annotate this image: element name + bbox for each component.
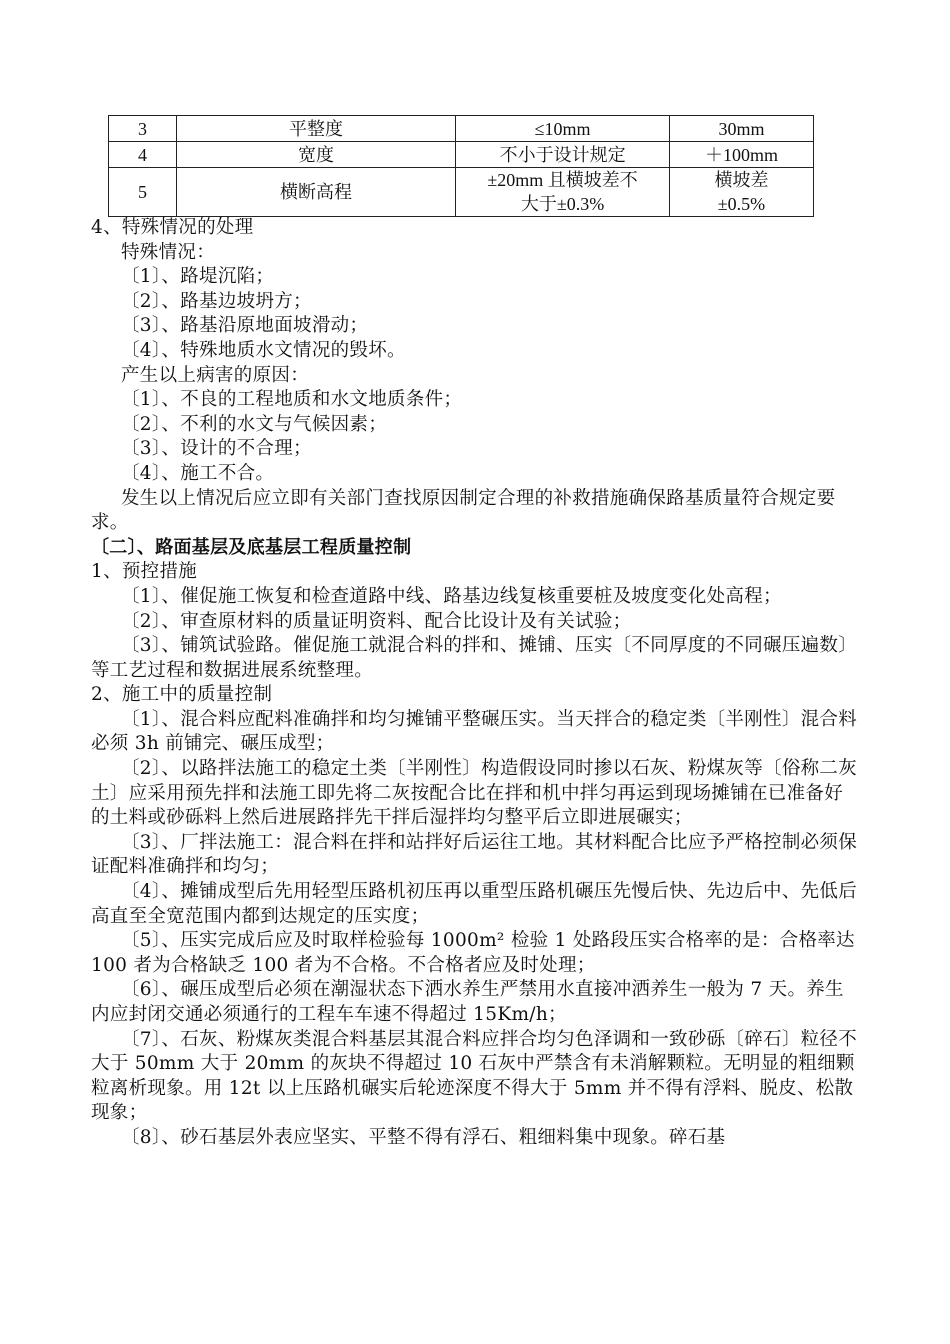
table-cell-tolerance xyxy=(669,168,813,217)
paragraph: 〔6〕、碾压成型后必须在潮湿状态下洒水养生严禁用水直接冲洒养生一般为 7 天。养生内应封闭交通必须通行的工程车车速不得超过 15Km/h； xyxy=(91,979,844,1025)
list-item: 〔4〕、施工不合。 xyxy=(121,462,275,484)
table-cell-tolerance: 30mm xyxy=(669,116,813,142)
paragraph: 〔1〕、混合料应配料准确拌和均匀摊铺平整碾压实。当天拌合的稳定类〔半刚性〕混合料必须 3h 前铺完、碾压成型； xyxy=(91,708,858,755)
table-cell-item: 宽度 xyxy=(176,142,455,168)
cause-label: 产生以上病害的原因： xyxy=(121,364,310,386)
list-item: 〔4〕、特殊地质水文情况的毁坏。 xyxy=(121,339,406,361)
table-cell-item: 平整度 xyxy=(176,116,455,142)
paragraph: 〔2〕、以路拌法施工的稳定土类〔半刚性〕构造假设同时掺以石灰、粉煤灰等〔俗称二灰土〕应采用预先拌和法施工即先将二灰按配合比在拌和机中拌匀再运到现场摊铺在已准备好的土料或砂砾料上然后进展路拌先干拌后湿拌均匀整平后立即进展碾实； xyxy=(91,758,858,829)
table-cell-requirement: ≤10mm xyxy=(456,116,670,142)
paragraph: 〔1〕、催促施工恢复和检查道路中线、路基边线复核重要桩及坡度变化处高程； xyxy=(121,585,782,607)
part-heading: 〔二〕、路面基层及底基层工程质量控制 xyxy=(91,536,412,558)
table-cell-no: 5 xyxy=(109,168,177,217)
paragraph: 〔8〕、砂石基层外表应坚实、平整不得有浮石、粗细料集中现象。碎石基 xyxy=(121,1126,726,1148)
spec-table xyxy=(108,115,814,217)
list-item: 〔3〕、路基沿原地面坡滑动； xyxy=(121,315,369,337)
list-item: 〔1〕、路堤沉陷； xyxy=(121,266,275,288)
paragraph: 〔4〕、摊铺成型后先用轻型压路机初压再以重型压路机碾压先慢后快、先边后中、先低后高直至全宽范围内都到达规定的压实度； xyxy=(91,881,858,927)
table-row xyxy=(109,168,814,217)
list-item: 〔2〕、不利的水文与气候因素； xyxy=(121,413,388,435)
tolerance-line-2: ±0.5% xyxy=(717,194,766,214)
paragraph: 〔2〕、审查原材料的质量证明资料、配合比设计及有关试验； xyxy=(121,610,632,632)
section-heading: 1、预控措施 xyxy=(91,561,198,583)
paragraph: 〔3〕、铺筑试验路。催促施工就混合料的拌和、摊铺、压实〔不同厚度的不同碾压遍数〕等工艺过程和数据进展系统整理。 xyxy=(91,635,858,681)
special-label: 特殊情况： xyxy=(121,241,216,263)
table-cell-item: 横断高程 xyxy=(176,168,455,217)
table-cell-no: 4 xyxy=(109,142,177,168)
list-item: 〔1〕、不良的工程地质和水文地质条件； xyxy=(121,389,463,411)
table-cell-tolerance: ＋100mm xyxy=(669,142,813,168)
table-cell-requirement xyxy=(456,168,670,217)
list-item: 〔3〕、设计的不合理； xyxy=(121,438,312,460)
document-body xyxy=(91,216,861,1151)
section-heading: 2、施工中的质量控制 xyxy=(91,684,273,706)
table-cell-no: 3 xyxy=(109,116,177,142)
paragraph: 发生以上情况后应立即有关部门查找原因制定合理的补救措施确保路基质量符合规定要求。 xyxy=(91,487,836,534)
table-row xyxy=(109,116,814,142)
requirement-line-1: ±20mm 且横坡差不 xyxy=(487,170,638,190)
requirement-line-2: 大于±0.3% xyxy=(520,194,605,214)
paragraph: 〔3〕、厂拌法施工：混合料在拌和站拌好后运往工地。其材料配合比应予严格控制必须保证配料准确拌和均匀； xyxy=(91,831,858,878)
list-item: 〔2〕、路基边坡坍方； xyxy=(121,290,312,312)
tolerance-line-1: 横坡差 xyxy=(714,170,769,190)
paragraph: 〔5〕、压实完成后应及时取样检验每 1000m² 检验 1 处路段压实合格率的是：合格率达 100 者为合格缺乏 100 者为不合格。不合格者应及时处理； xyxy=(91,930,855,976)
table-row xyxy=(109,142,814,168)
table-cell-requirement: 不小于设计规定 xyxy=(456,142,670,168)
paragraph: 〔7〕、石灰、粉煤灰类混合料基层其混合料应拌合均匀色泽调和一致砂砾〔碎石〕粒径不大于 50mm 大于 20mm 的灰块不得超过 10 石灰中严禁含有未消解颗粒。无明显的粗细颗粒离析现象。用 12t 以上压路机碾实后轮迹深度不得大于 5mm 并不得有浮料、脱皮、松散现象； xyxy=(91,1028,858,1124)
section-heading: 4、特殊情况的处理 xyxy=(91,217,254,238)
